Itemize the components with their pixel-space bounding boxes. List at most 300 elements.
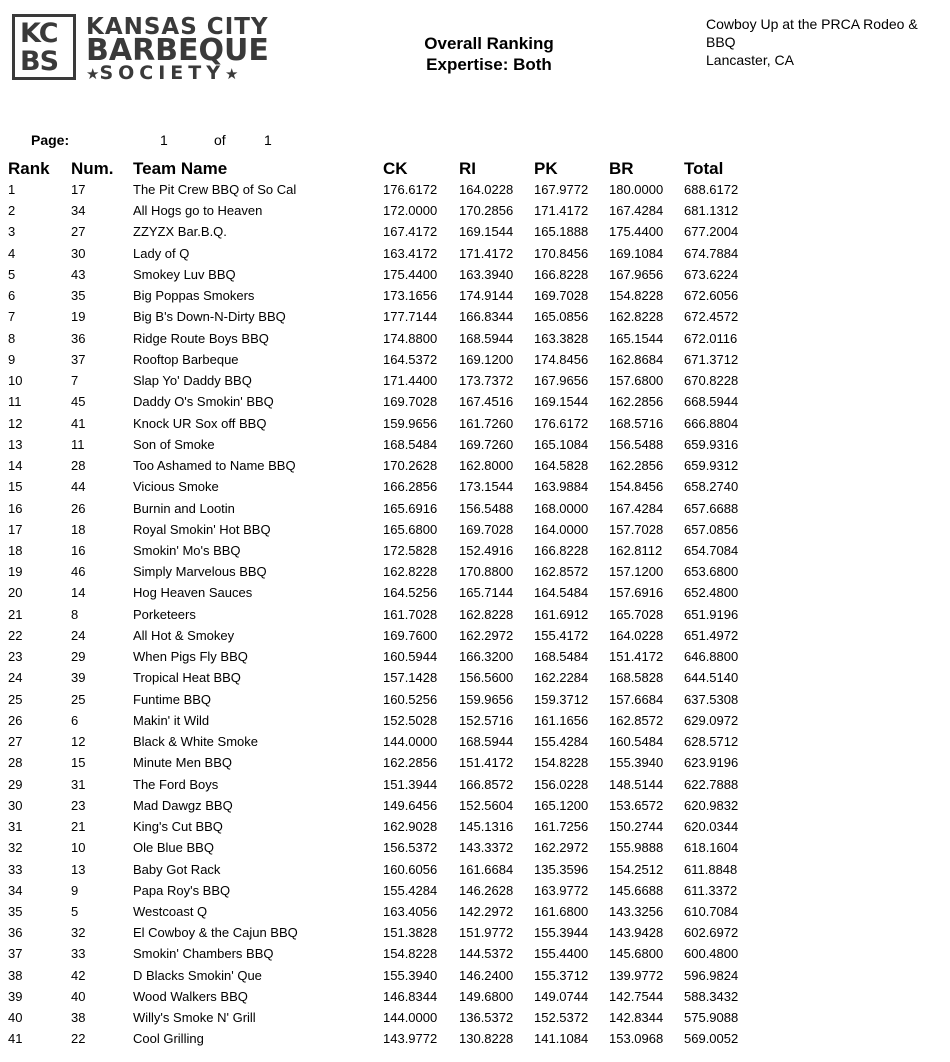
cell-rank: 18 bbox=[8, 542, 23, 558]
cell-br: 156.5488 bbox=[609, 436, 664, 452]
cell-pk: 149.0744 bbox=[534, 988, 589, 1004]
table-row bbox=[0, 519, 950, 540]
cell-br: 175.4400 bbox=[609, 224, 664, 240]
cell-rank: 38 bbox=[8, 967, 23, 983]
cell-ck: 159.9656 bbox=[383, 415, 438, 431]
cell-total: 672.4572 bbox=[684, 309, 739, 325]
cell-pk: 165.1200 bbox=[534, 797, 589, 813]
cell-team-name: Lady of Q bbox=[133, 245, 190, 261]
table-row bbox=[0, 285, 950, 306]
cell-total: 659.9316 bbox=[684, 436, 739, 452]
cell-team-name: Cool Grilling bbox=[133, 1031, 204, 1047]
cell-team-name: ZZYZX Bar.B.Q. bbox=[133, 224, 227, 240]
cell-total: 623.9196 bbox=[684, 755, 739, 771]
cell-total: 671.3712 bbox=[684, 351, 739, 367]
cell-rank: 41 bbox=[8, 1031, 23, 1047]
cell-num: 32 bbox=[71, 925, 86, 941]
cell-team-name: El Cowboy & the Cajun BBQ bbox=[133, 925, 298, 941]
table-row bbox=[0, 965, 950, 986]
cell-ck: 168.5484 bbox=[383, 436, 438, 452]
cell-pk: 161.1656 bbox=[534, 712, 589, 728]
cell-num: 7 bbox=[71, 373, 79, 389]
table-row bbox=[0, 880, 950, 901]
cell-rank: 28 bbox=[8, 755, 23, 771]
cell-ck: 160.6056 bbox=[383, 861, 438, 877]
cell-rank: 9 bbox=[8, 351, 16, 367]
cell-pk: 163.3828 bbox=[534, 330, 589, 346]
cell-team-name: Papa Roy's BBQ bbox=[133, 882, 231, 898]
cell-ri: 173.1544 bbox=[459, 479, 514, 495]
cell-ck: 163.4172 bbox=[383, 245, 438, 261]
cell-total: 670.8228 bbox=[684, 373, 739, 389]
cell-br: 143.9428 bbox=[609, 925, 664, 941]
cell-ri: 163.3940 bbox=[459, 266, 514, 282]
cell-team-name: Smokin' Chambers BBQ bbox=[133, 946, 274, 962]
table-row bbox=[0, 221, 950, 242]
cell-br: 157.7028 bbox=[609, 521, 664, 537]
cell-num: 25 bbox=[71, 691, 86, 707]
cell-ck: 162.9028 bbox=[383, 819, 438, 835]
column-header-total: Total bbox=[684, 159, 724, 178]
cell-rank: 19 bbox=[8, 564, 23, 580]
cell-total: 611.8848 bbox=[684, 861, 738, 877]
cell-br: 160.5484 bbox=[609, 734, 664, 750]
table-row bbox=[0, 795, 950, 816]
cell-br: 157.1200 bbox=[609, 564, 664, 580]
cell-rank: 40 bbox=[8, 1010, 23, 1026]
table-row bbox=[0, 264, 950, 285]
cell-br: 154.8456 bbox=[609, 479, 664, 495]
cell-ri: 143.3372 bbox=[459, 840, 514, 856]
cell-num: 29 bbox=[71, 649, 86, 665]
cell-pk: 161.6912 bbox=[534, 606, 589, 622]
cell-num: 10 bbox=[71, 840, 86, 856]
cell-total: 588.3432 bbox=[684, 988, 739, 1004]
cell-pk: 168.0000 bbox=[534, 500, 589, 516]
table-row bbox=[0, 667, 950, 688]
cell-team-name: Big B's Down-N-Dirty BBQ bbox=[133, 309, 286, 325]
cell-total: 610.7084 bbox=[684, 903, 739, 919]
cell-total: 674.7884 bbox=[684, 245, 739, 261]
cell-ck: 177.7144 bbox=[383, 309, 438, 325]
cell-num: 11 bbox=[71, 436, 85, 452]
table-row bbox=[0, 604, 950, 625]
cell-ri: 151.9772 bbox=[459, 925, 514, 941]
cell-ri: 146.2400 bbox=[459, 967, 514, 983]
cell-ck: 151.3828 bbox=[383, 925, 438, 941]
cell-num: 6 bbox=[71, 712, 79, 728]
cell-total: 644.5140 bbox=[684, 670, 739, 686]
cell-ck: 160.5944 bbox=[383, 649, 438, 665]
cell-ri: 173.7372 bbox=[459, 373, 514, 389]
cell-total: 658.2740 bbox=[684, 479, 739, 495]
cell-total: 657.6688 bbox=[684, 500, 739, 516]
cell-rank: 22 bbox=[8, 627, 23, 643]
cell-rank: 35 bbox=[8, 903, 23, 919]
cell-team-name: Willy's Smoke N' Grill bbox=[133, 1010, 256, 1026]
cell-pk: 155.4172 bbox=[534, 627, 589, 643]
cell-pk: 171.4172 bbox=[534, 203, 589, 219]
cell-ri: 152.4916 bbox=[459, 542, 514, 558]
cell-pk: 164.5484 bbox=[534, 585, 589, 601]
cell-ri: 164.0228 bbox=[459, 182, 514, 197]
cell-team-name: All Hot & Smokey bbox=[133, 627, 235, 643]
cell-num: 16 bbox=[71, 542, 86, 558]
cell-total: 602.6972 bbox=[684, 925, 739, 941]
cell-total: 600.4800 bbox=[684, 946, 739, 962]
cell-ck: 169.7600 bbox=[383, 627, 438, 643]
star-icon: ★ bbox=[225, 65, 239, 83]
cell-ck: 173.1656 bbox=[383, 288, 438, 304]
cell-total: 672.0116 bbox=[684, 330, 738, 346]
cell-num: 37 bbox=[71, 351, 86, 367]
table-row bbox=[0, 816, 950, 837]
cell-ri: 130.8228 bbox=[459, 1031, 514, 1047]
cell-pk: 176.6172 bbox=[534, 415, 589, 431]
cell-num: 39 bbox=[71, 670, 86, 686]
cell-rank: 31 bbox=[8, 819, 23, 835]
cell-total: 596.9824 bbox=[684, 967, 739, 983]
page-label: Page: bbox=[31, 132, 70, 148]
cell-total: 681.1312 bbox=[684, 203, 739, 219]
cell-ck: 170.2628 bbox=[383, 458, 438, 474]
cell-ck: 144.0000 bbox=[383, 734, 438, 750]
cell-total: 652.4800 bbox=[684, 585, 739, 601]
cell-pk: 155.3712 bbox=[534, 967, 589, 983]
cell-rank: 30 bbox=[8, 797, 23, 813]
cell-num: 9 bbox=[71, 882, 79, 898]
cell-team-name: The Pit Crew BBQ of So Cal bbox=[133, 182, 297, 197]
cell-pk: 169.1544 bbox=[534, 394, 589, 410]
cell-num: 36 bbox=[71, 330, 86, 346]
cell-ck: 146.8344 bbox=[383, 988, 438, 1004]
table-row bbox=[0, 1007, 950, 1028]
cell-ck: 160.5256 bbox=[383, 691, 438, 707]
cell-team-name: D Blacks Smokin' Que bbox=[133, 967, 262, 983]
cell-total: 673.6224 bbox=[684, 266, 739, 282]
cell-num: 38 bbox=[71, 1010, 86, 1026]
cell-ri: 169.7260 bbox=[459, 436, 514, 452]
cell-ck: 155.3940 bbox=[383, 967, 438, 983]
cell-br: 162.8572 bbox=[609, 712, 664, 728]
cell-ri: 159.9656 bbox=[459, 691, 514, 707]
cell-total: 569.0052 bbox=[684, 1031, 739, 1047]
cell-ck: 174.8800 bbox=[383, 330, 438, 346]
cell-rank: 39 bbox=[8, 988, 23, 1004]
cell-team-name: Too Ashamed to Name BBQ bbox=[133, 458, 296, 474]
cell-team-name: Westcoast Q bbox=[133, 903, 208, 919]
cell-team-name: Slap Yo' Daddy BBQ bbox=[133, 373, 252, 389]
cell-rank: 6 bbox=[8, 288, 16, 304]
cell-br: 142.8344 bbox=[609, 1010, 664, 1026]
cell-rank: 4 bbox=[8, 245, 16, 261]
cell-num: 44 bbox=[71, 479, 86, 495]
logo-line-society bbox=[86, 64, 238, 83]
cell-pk: 163.9884 bbox=[534, 479, 589, 495]
cell-total: 653.6800 bbox=[684, 564, 739, 580]
cell-ri: 171.4172 bbox=[459, 245, 514, 261]
cell-team-name: Son of Smoke bbox=[133, 436, 215, 452]
cell-num: 26 bbox=[71, 500, 86, 516]
cell-num: 15 bbox=[71, 755, 86, 771]
cell-ri: 142.2972 bbox=[459, 903, 514, 919]
cell-team-name: The Ford Boys bbox=[133, 776, 219, 792]
cell-ri: 145.1316 bbox=[459, 819, 514, 835]
cell-num: 46 bbox=[71, 564, 86, 580]
cell-total: 657.0856 bbox=[684, 521, 739, 537]
table-row bbox=[0, 922, 950, 943]
cell-total: 611.3372 bbox=[684, 882, 738, 898]
table-row bbox=[0, 837, 950, 858]
cell-num: 35 bbox=[71, 288, 86, 304]
cell-rank: 37 bbox=[8, 946, 23, 962]
table-row bbox=[0, 498, 950, 519]
cell-ck: 165.6800 bbox=[383, 521, 438, 537]
cell-ri: 170.2856 bbox=[459, 203, 514, 219]
cell-ck: 164.5372 bbox=[383, 351, 438, 367]
cell-num: 30 bbox=[71, 245, 86, 261]
cell-num: 27 bbox=[71, 224, 86, 240]
cell-team-name: Black & White Smoke bbox=[133, 734, 258, 750]
logo-mark-bottom: BS bbox=[20, 46, 59, 77]
cell-pk: 168.5484 bbox=[534, 649, 589, 665]
cell-pk: 174.8456 bbox=[534, 351, 589, 367]
cell-ri: 152.5716 bbox=[459, 712, 514, 728]
cell-pk: 155.4400 bbox=[534, 946, 589, 962]
table-row bbox=[0, 349, 950, 370]
star-icon: ★ bbox=[86, 65, 100, 83]
cell-rank: 33 bbox=[8, 861, 23, 877]
cell-pk: 141.1084 bbox=[534, 1031, 589, 1047]
cell-team-name: Smokey Luv BBQ bbox=[133, 266, 236, 282]
cell-br: 157.6916 bbox=[609, 585, 664, 601]
table-row bbox=[0, 540, 950, 561]
cell-team-name: Knock UR Sox off BBQ bbox=[133, 415, 267, 431]
cell-br: 142.7544 bbox=[609, 988, 664, 1004]
cell-br: 145.6688 bbox=[609, 882, 664, 898]
report-title-expertise: Expertise: Both bbox=[426, 55, 552, 74]
cell-team-name: Mad Dawgz BBQ bbox=[133, 797, 233, 813]
cell-ck: 165.6916 bbox=[383, 500, 438, 516]
table-row bbox=[0, 859, 950, 880]
cell-pk: 159.3712 bbox=[534, 691, 589, 707]
cell-rank: 29 bbox=[8, 776, 23, 792]
cell-pk: 162.2972 bbox=[534, 840, 589, 856]
cell-team-name: Simply Marvelous BBQ bbox=[133, 564, 267, 580]
cell-rank: 36 bbox=[8, 925, 23, 941]
table-row bbox=[0, 646, 950, 667]
cell-team-name: All Hogs go to Heaven bbox=[133, 203, 263, 219]
cell-br: 167.9656 bbox=[609, 266, 664, 282]
cell-num: 40 bbox=[71, 988, 86, 1004]
cell-total: 651.4972 bbox=[684, 627, 739, 643]
table-row bbox=[0, 901, 950, 922]
cell-pk: 162.2284 bbox=[534, 670, 589, 686]
cell-ri: 168.5944 bbox=[459, 330, 514, 346]
cell-num: 8 bbox=[71, 606, 79, 622]
cell-pk: 163.9772 bbox=[534, 882, 589, 898]
cell-ri: 169.7028 bbox=[459, 521, 514, 537]
cell-team-name: Makin' it Wild bbox=[133, 712, 210, 728]
cell-team-name: When Pigs Fly BBQ bbox=[133, 649, 248, 665]
table-row bbox=[0, 328, 950, 349]
cell-br: 162.2856 bbox=[609, 394, 664, 410]
cell-total: 618.1604 bbox=[684, 840, 739, 856]
cell-ck: 151.3944 bbox=[383, 776, 438, 792]
cell-br: 155.3940 bbox=[609, 755, 664, 771]
cell-ck: 175.4400 bbox=[383, 266, 438, 282]
table-row bbox=[0, 731, 950, 752]
cell-num: 41 bbox=[71, 415, 86, 431]
page-current: 1 bbox=[160, 132, 168, 148]
cell-ck: 172.0000 bbox=[383, 203, 438, 219]
cell-pk: 170.8456 bbox=[534, 245, 589, 261]
cell-ck: 167.4172 bbox=[383, 224, 438, 240]
cell-ri: 169.1200 bbox=[459, 351, 514, 367]
cell-num: 21 bbox=[71, 819, 86, 835]
cell-num: 12 bbox=[71, 734, 86, 750]
cell-ck: 143.9772 bbox=[383, 1031, 438, 1047]
cell-ri: 170.8800 bbox=[459, 564, 514, 580]
cell-total: 637.5308 bbox=[684, 691, 739, 707]
cell-total: 646.8800 bbox=[684, 649, 739, 665]
cell-ck: 176.6172 bbox=[383, 182, 438, 197]
cell-br: 148.5144 bbox=[609, 776, 664, 792]
table-row bbox=[0, 243, 950, 264]
cell-br: 154.2512 bbox=[609, 861, 664, 877]
cell-br: 167.4284 bbox=[609, 500, 664, 516]
cell-ri: 161.6684 bbox=[459, 861, 514, 877]
cell-total: 651.9196 bbox=[684, 606, 739, 622]
cell-ri: 146.2628 bbox=[459, 882, 514, 898]
cell-br: 157.6684 bbox=[609, 691, 664, 707]
table-row bbox=[0, 625, 950, 646]
cell-team-name: Rooftop Barbeque bbox=[133, 351, 239, 367]
cell-ri: 144.5372 bbox=[459, 946, 514, 962]
cell-num: 19 bbox=[71, 309, 86, 325]
cell-ck: 166.2856 bbox=[383, 479, 438, 495]
cell-ck: 171.4400 bbox=[383, 373, 438, 389]
column-header-num: Num. bbox=[71, 159, 114, 178]
cell-br: 169.1084 bbox=[609, 245, 664, 261]
table-row bbox=[0, 752, 950, 773]
event-name: Cowboy Up at the PRCA Rodeo & BBQ bbox=[706, 16, 918, 50]
table-row bbox=[0, 476, 950, 497]
cell-br: 165.1544 bbox=[609, 330, 664, 346]
cell-ri: 151.4172 bbox=[459, 755, 514, 771]
kcbs-logo-mark bbox=[12, 14, 76, 80]
column-header-team-name: Team Name bbox=[133, 159, 228, 178]
column-header-ri: RI bbox=[459, 159, 476, 178]
cell-ck: 154.8228 bbox=[383, 946, 438, 962]
cell-ck: 161.7028 bbox=[383, 606, 438, 622]
cell-br: 162.8228 bbox=[609, 309, 664, 325]
cell-ck: 152.5028 bbox=[383, 712, 438, 728]
cell-ck: 163.4056 bbox=[383, 903, 438, 919]
cell-ri: 162.2972 bbox=[459, 627, 514, 643]
cell-rank: 20 bbox=[8, 585, 23, 601]
cell-team-name: Baby Got Rack bbox=[133, 861, 221, 877]
page-of-label: of bbox=[214, 132, 226, 148]
cell-pk: 164.0000 bbox=[534, 521, 589, 537]
cell-ri: 169.1544 bbox=[459, 224, 514, 240]
cell-team-name: Ridge Route Boys BBQ bbox=[133, 330, 269, 346]
cell-team-name: King's Cut BBQ bbox=[133, 819, 223, 835]
cell-rank: 24 bbox=[8, 670, 23, 686]
cell-pk: 169.7028 bbox=[534, 288, 589, 304]
cell-pk: 161.7256 bbox=[534, 819, 589, 835]
event-info bbox=[706, 15, 950, 69]
cell-ck: 155.4284 bbox=[383, 882, 438, 898]
cell-ri: 156.5488 bbox=[459, 500, 514, 516]
cell-team-name: Royal Smokin' Hot BBQ bbox=[133, 521, 271, 537]
cell-team-name: Smokin' Mo's BBQ bbox=[133, 542, 241, 558]
cell-num: 17 bbox=[71, 182, 86, 197]
cell-ri: 165.7144 bbox=[459, 585, 514, 601]
cell-pk: 135.3596 bbox=[534, 861, 589, 877]
cell-num: 18 bbox=[71, 521, 86, 537]
kcbs-logo bbox=[12, 14, 274, 84]
cell-pk: 162.8572 bbox=[534, 564, 589, 580]
table-row bbox=[0, 710, 950, 731]
table-row bbox=[0, 306, 950, 327]
cell-ck: 162.2856 bbox=[383, 755, 438, 771]
cell-ri: 167.4516 bbox=[459, 394, 514, 410]
cell-ri: 168.5944 bbox=[459, 734, 514, 750]
cell-ck: 157.1428 bbox=[383, 670, 438, 686]
cell-pk: 165.1888 bbox=[534, 224, 589, 240]
cell-pk: 154.8228 bbox=[534, 755, 589, 771]
column-header-ck: CK bbox=[383, 159, 408, 178]
cell-ri: 152.5604 bbox=[459, 797, 514, 813]
cell-rank: 14 bbox=[8, 458, 23, 474]
cell-pk: 152.5372 bbox=[534, 1010, 589, 1026]
column-header-pk: PK bbox=[534, 159, 558, 178]
cell-rank: 34 bbox=[8, 882, 23, 898]
cell-rank: 26 bbox=[8, 712, 23, 728]
cell-rank: 12 bbox=[8, 415, 23, 431]
table-row bbox=[0, 391, 950, 412]
table-row bbox=[0, 943, 950, 964]
cell-ck: 162.8228 bbox=[383, 564, 438, 580]
cell-br: 162.2856 bbox=[609, 458, 664, 474]
cell-num: 14 bbox=[71, 585, 86, 601]
report-title bbox=[380, 33, 598, 75]
cell-total: 666.8804 bbox=[684, 415, 739, 431]
cell-total: 668.5944 bbox=[684, 394, 739, 410]
cell-ri: 162.8228 bbox=[459, 606, 514, 622]
cell-team-name: Porketeers bbox=[133, 606, 196, 622]
cell-br: 145.6800 bbox=[609, 946, 664, 962]
cell-ri: 162.8000 bbox=[459, 458, 514, 474]
cell-total: 677.2004 bbox=[684, 224, 739, 240]
table-row bbox=[0, 434, 950, 455]
cell-rank: 17 bbox=[8, 521, 23, 537]
cell-pk: 155.3944 bbox=[534, 925, 589, 941]
cell-ck: 144.0000 bbox=[383, 1010, 438, 1026]
cell-br: 164.0228 bbox=[609, 627, 664, 643]
cell-num: 43 bbox=[71, 266, 86, 282]
cell-br: 153.6572 bbox=[609, 797, 664, 813]
cell-total: 628.5712 bbox=[684, 734, 739, 750]
ranking-table-body bbox=[0, 179, 950, 1050]
cell-rank: 8 bbox=[8, 330, 16, 346]
cell-team-name: Daddy O's Smokin' BBQ bbox=[133, 394, 274, 410]
cell-num: 5 bbox=[71, 903, 79, 919]
cell-ri: 136.5372 bbox=[459, 1010, 514, 1026]
cell-pk: 167.9772 bbox=[534, 182, 589, 197]
cell-pk: 156.0228 bbox=[534, 776, 589, 792]
